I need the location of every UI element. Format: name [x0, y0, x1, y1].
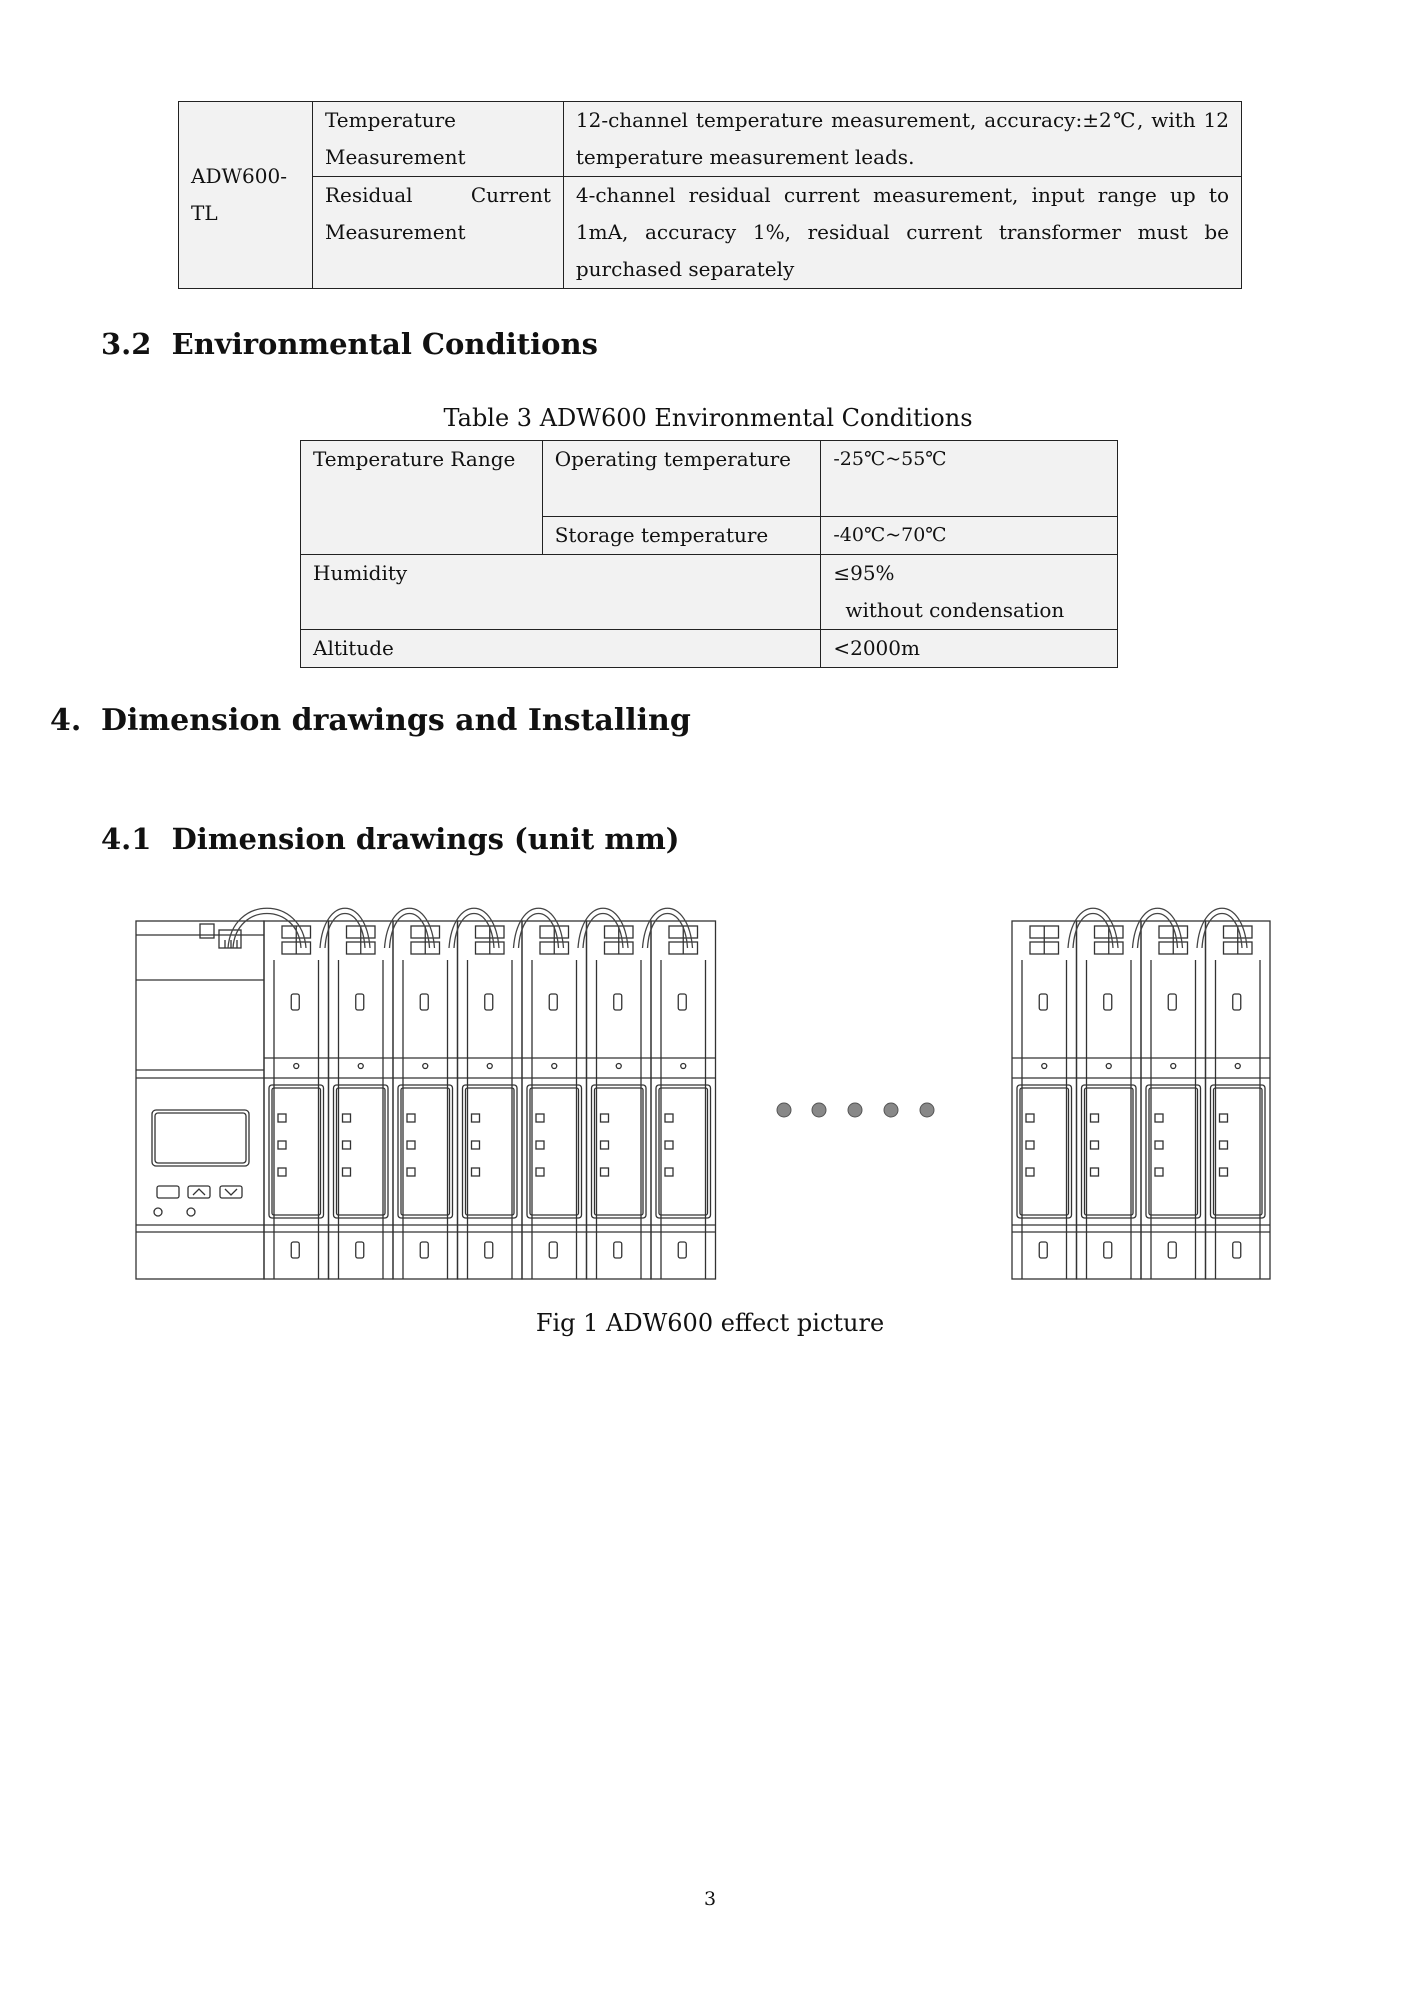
expansion-module — [458, 921, 523, 1279]
humidity-note: without condensation — [845, 598, 1065, 622]
altitude-value: <2000m — [833, 636, 920, 660]
figure-caption: Fig 1 ADW600 effect picture — [535, 1309, 885, 1337]
display-screen — [152, 1110, 249, 1166]
model-label: ADW600-TL — [191, 164, 287, 225]
table-caption: Table 3 ADW600 Environmental Conditions — [443, 404, 973, 432]
expansion-module — [651, 921, 716, 1279]
expansion-module — [1206, 921, 1271, 1279]
expansion-module — [587, 921, 652, 1279]
expansion-module — [1077, 921, 1142, 1279]
temperature-range-label: Temperature Range — [313, 447, 516, 471]
storage-temperature-value: -40℃~70℃ — [833, 524, 947, 546]
main-unit — [136, 921, 264, 1279]
feature-temperature-label: Temperature Measurement — [324, 108, 466, 169]
humidity-value: ≤95% — [833, 561, 895, 585]
temperature-description: 12-channel temperature measurement, accuracy:±2℃, with 12 temperature measurement leads. — [575, 108, 1229, 169]
feature-residual-label: Residual — [324, 183, 413, 207]
section-title: Environmental Conditions — [171, 327, 598, 361]
up-key — [188, 1186, 210, 1198]
humidity-label: Humidity — [313, 561, 408, 585]
expansion-module — [1012, 921, 1077, 1279]
feature-current-label: Current — [470, 183, 551, 207]
section-number: 4.1 — [101, 822, 152, 856]
section-title: Dimension drawings and Installing — [101, 703, 691, 738]
continuation-dots — [777, 1103, 934, 1117]
enter-key — [157, 1186, 179, 1198]
page-number: 3 — [703, 1888, 717, 1910]
expansion-module — [264, 921, 329, 1279]
operating-temperature-label: Operating temperature — [554, 447, 792, 471]
expansion-module — [1141, 921, 1206, 1279]
storage-temperature-label: Storage temperature — [554, 523, 769, 547]
section-number: 4. — [50, 703, 82, 738]
residual-description: 4-channel residual current measurement, input range up to 1mA, accuracy 1%, residual current transformer must be purchased separately — [575, 183, 1229, 281]
section-title: Dimension drawings (unit mm) — [171, 822, 680, 856]
operating-temperature-value: -25℃~55℃ — [833, 448, 947, 470]
expansion-module — [329, 921, 394, 1279]
down-key — [220, 1186, 242, 1198]
expansion-module — [522, 921, 587, 1279]
feature-measurement-label: Measurement — [324, 220, 466, 244]
altitude-label: Altitude — [313, 636, 394, 660]
expansion-module — [393, 921, 458, 1279]
section-number: 3.2 — [101, 327, 152, 361]
